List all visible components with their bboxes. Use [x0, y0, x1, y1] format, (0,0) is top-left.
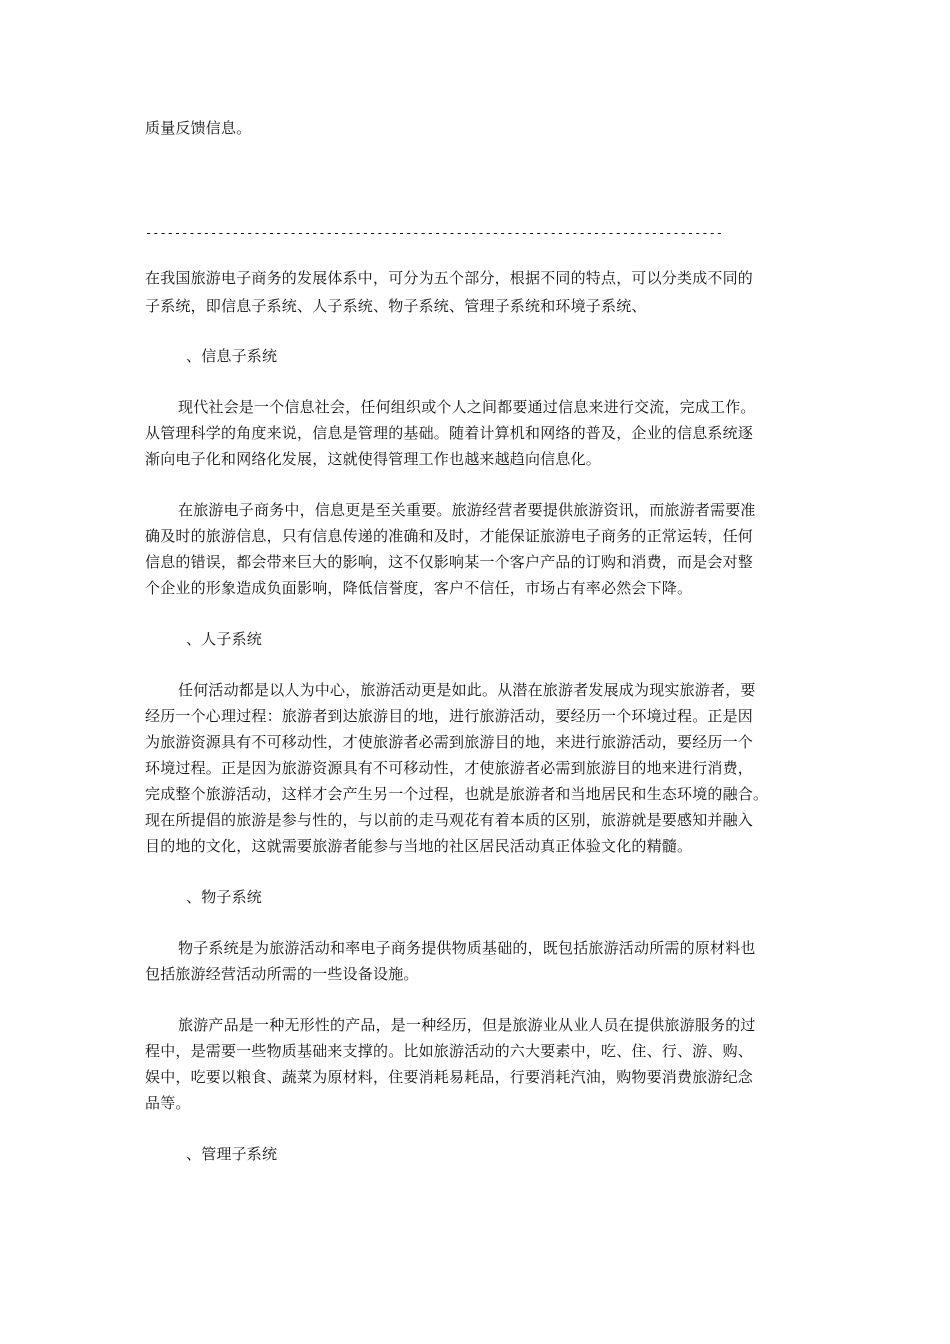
- paragraph-line: 包括旅游经营活动所需的一些设备设施。: [145, 965, 419, 983]
- paragraph-line: 品等。: [145, 1094, 191, 1112]
- paragraph-line: 从管理科学的角度来说，信息是管理的基础。随着计算机和网络的普及，企业的信息系统逐: [145, 424, 754, 442]
- paragraph-line: 现代社会是一个信息社会，任何组织或个人之间都要通过信息来进行交流，完成工作。: [178, 398, 756, 416]
- paragraph-line: 程中，是需要一些物质基础来支撑的。比如旅游活动的六大要素中，吃、住、行、游、购、: [145, 1042, 754, 1060]
- paragraph-line: 环境过程。正是因为旅游资源具有不可移动性，才使旅游者必需到旅游目的地来进行消费，: [145, 759, 754, 777]
- paragraph-line: 个企业的形象造成负面影响，降低信誉度，客户不信任，市场占有率必然会下降。: [145, 579, 693, 597]
- intro-line-2: 子系统，即信息子系统、人子系统、物子系统、管理子系统和环境子系统、: [145, 297, 647, 315]
- top-fragment-text: 质量反馈信息。: [145, 119, 252, 137]
- section-heading-management: 、管理子系统: [186, 1145, 278, 1163]
- paragraph-line: 任何活动都是以人为中心，旅游活动更是如此。从潜在旅游者发展成为现实旅游者，要: [178, 681, 756, 699]
- paragraph-line: 娱中，吃要以粮食、蔬菜为原材料，住要消耗易耗品，行要消耗汽油，购物要消费旅游纪念: [145, 1068, 754, 1086]
- section-heading-people: 、人子系统: [186, 630, 263, 648]
- paragraph-line: 物子系统是为旅游活动和率电子商务提供物质基础的，既包括旅游活动所需的原材料也: [178, 939, 756, 957]
- paragraph-line: 经历一个心理过程：旅游者到达旅游目的地，进行旅游活动，要经历一个环境过程。正是因: [145, 707, 754, 725]
- paragraph-line: 确及时的旅游信息，只有信息传递的准确和及时，才能保证旅游电子商务的正常运转，任何: [145, 527, 754, 545]
- section-heading-info: 、信息子系统: [186, 347, 278, 365]
- paragraph-line: 信息的错误，都会带来巨大的影响，这不仅影响某一个客户产品的订购和消费，而是会对整: [145, 553, 754, 571]
- section-heading-material: 、物子系统: [186, 888, 263, 906]
- separator-line: --------------------------------------------------------------------------------: [145, 226, 723, 240]
- paragraph-line: 现在所提倡的旅游是参与性的，与以前的走马观花有着本质的区别，旅游就是要感知并融入: [145, 811, 754, 829]
- paragraph-line: 渐向电子化和网络化发展，这就使得管理工作也越来越趋向信息化。: [145, 450, 602, 468]
- paragraph-line: 为旅游资源具有不可移动性，才使旅游者必需到旅游目的地，来进行旅游活动，要经历一个: [145, 733, 754, 751]
- paragraph-line: 旅游产品是一种无形性的产品，是一种经历，但是旅游业从业人员在提供旅游服务的过: [178, 1016, 756, 1034]
- paragraph-line: 在旅游电子商务中，信息更是至关重要。旅游经营者要提供旅游资讯，而旅游者需要准: [178, 501, 756, 519]
- paragraph-line: 目的地的文化，这就需要旅游者能参与当地的社区居民活动真正体验文化的精髓。: [145, 837, 693, 855]
- intro-line-1: 在我国旅游电子商务的发展体系中，可分为五个部分，根据不同的特点，可以分类成不同的: [145, 269, 754, 287]
- paragraph-line: 完成整个旅游活动，这样才会产生另一个过程，也就是旅游者和当地居民和生态环境的融合。: [145, 785, 769, 803]
